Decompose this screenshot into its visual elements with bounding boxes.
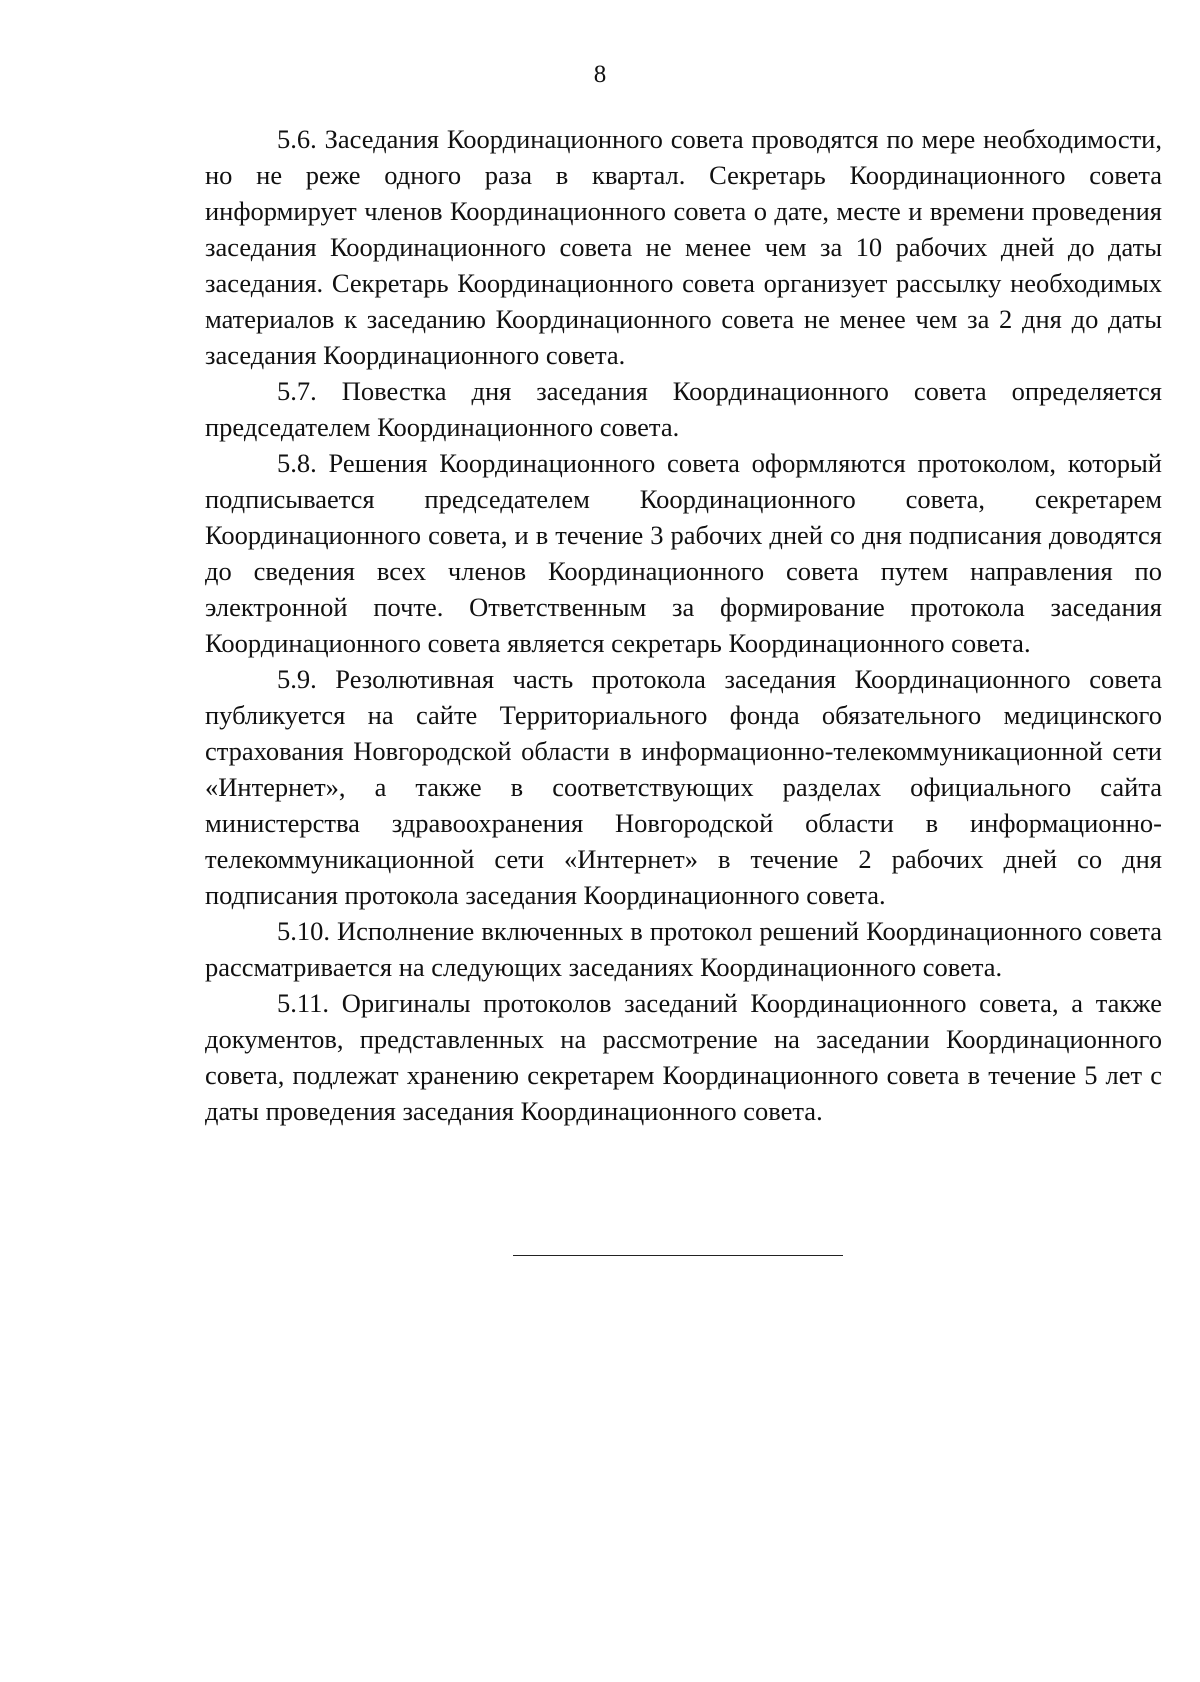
paragraph-5-9: 5.9. Резолютивная часть протокола заседания Координационного совета публикуется на сайте Территориального фонда обязательного медицинского страхования Новгородской области в информационно-телекоммуникационной сети «Интернет», а также в соответствующих разделах официального сайта министерства здравоохранения Новгородской области в информационно-телекоммуникационной сети «Интернет» в течение 2 рабочих дней со дня подписания протокола заседания Координационного совета. xyxy=(205,664,1162,910)
paragraph-5-11: 5.11. Оригиналы протоколов заседаний Координационного совета, а также документов, представленных на рассмотрение на заседании Координационного совета, подлежат хранению секретарем Координационного совета в течение 5 лет с даты проведения заседания Координационного совета. xyxy=(205,988,1162,1126)
paragraph-5-6: 5.6. Заседания Координационного совета проводятся по мере необходимости, но не реже одного раза в квартал. Секретарь Координационного совета информирует членов Координационного совета о дате, месте и времени проведения заседания Координационного совета не менее чем за 10 рабочих дней до даты заседания. Секретарь Координационного совета организует рассылку необходимых материалов к заседанию Координационного совета не менее чем за 2 дня до даты заседания Координационного совета. xyxy=(205,124,1162,370)
paragraph-5-8: 5.8. Решения Координационного совета оформляются протоколом, который подписывается председателем Координационного совета, секретарем Координационного совета, и в течение 3 рабочих дней со дня подписания доводятся до сведения всех членов Координационного совета путем направления по электронной почте. Ответственным за формирование протокола заседания Координационного совета является секретарь Координационного совета. xyxy=(205,448,1162,658)
paragraph-5-7: 5.7. Повестка дня заседания Координационного совета определяется председателем Координационного совета. xyxy=(205,376,1162,442)
end-divider-line xyxy=(513,1255,843,1256)
paragraph-5-10: 5.10. Исполнение включенных в протокол решений Координационного совета рассматривается на следующих заседаниях Координационного совета. xyxy=(205,916,1162,982)
document-body xyxy=(205,121,1162,1129)
page-number: 8 xyxy=(593,61,607,88)
